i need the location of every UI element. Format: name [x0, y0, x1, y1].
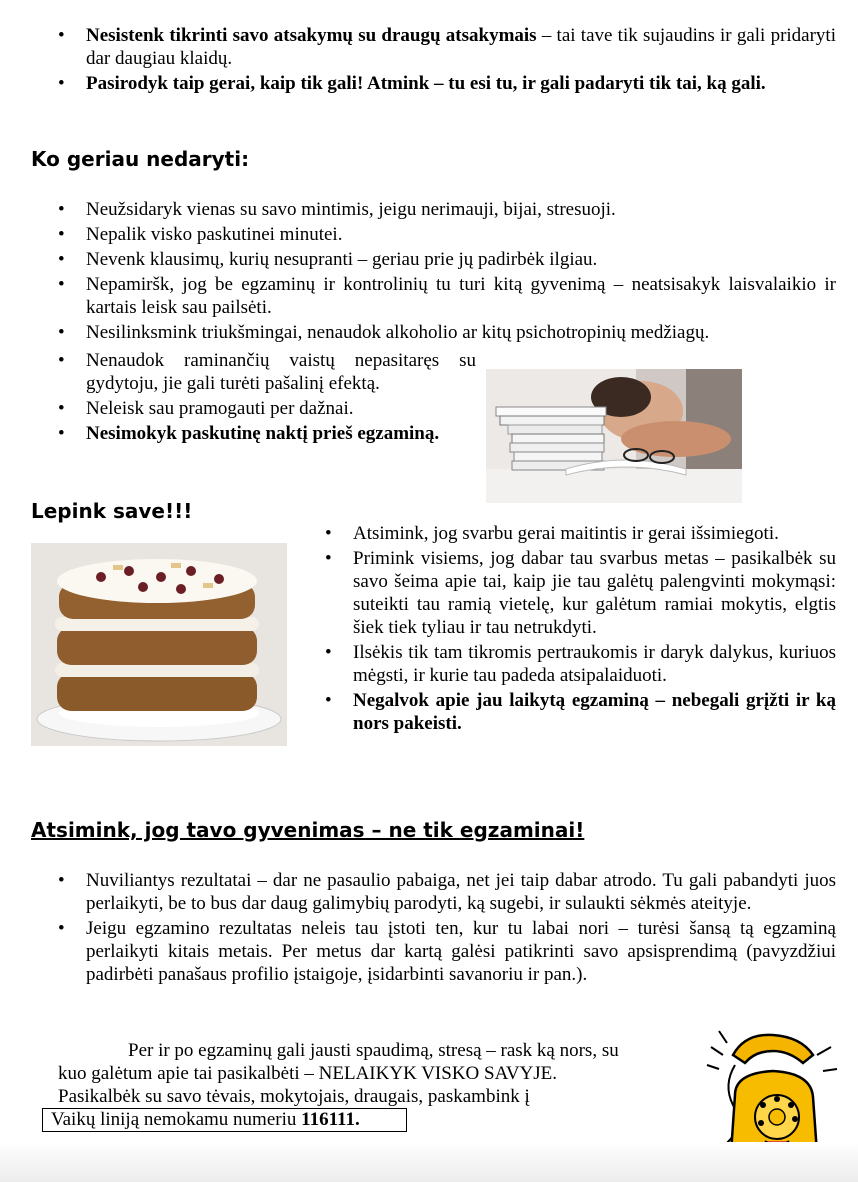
sleeping-student-illustration — [486, 369, 742, 503]
dont-item: • Nepamiršk, jog be egzaminų ir kontrolinių tu turi kitą gyvenimą – neatsisakyk laisvalaikio ir kartais leisk sau pailsėti. — [58, 273, 836, 319]
sleeping-student-photo — [486, 369, 742, 503]
life-list — [58, 869, 836, 986]
intro-item: • Pasirodyk taip gerai, kaip tik gali! Atmink – tu esi tu, ir gali padaryti tik tai, ką gali. — [58, 72, 836, 95]
dont-item: • Nesimokyk paskutinę naktį prieš egzaminą. — [58, 422, 476, 445]
layer-cake-photo — [31, 543, 287, 746]
heading-life: Atsimink, jog tavo gyvenimas – ne tik egzaminai! — [31, 818, 585, 842]
dont-item: • Neleisk sau pramogauti per dažnai. — [58, 397, 476, 420]
closing-line-2: kuo galėtum apie tai pasikalbėti – NELAIKYK VISKO SAVYJE. — [58, 1063, 558, 1084]
life-item: • Nuviliantys rezultatai – dar ne pasaulio pabaiga, net jei taip dabar atrodo. Tu gali pabandyti juos perlaikyti, be to bus dar daug galimybių parodyti, ką sugebi, ir sulaukti sėkmės ateityje. — [58, 869, 836, 915]
dont-list-narrow — [58, 349, 476, 445]
heading-dont: Ko geriau nedaryti: — [31, 147, 250, 171]
dont-item: • Nenaudok raminančių vaistų nepasitaręs su gydytoju, jie gali turėti pašalinį efektą. — [58, 349, 476, 395]
cake-illustration — [31, 543, 287, 746]
dont-item: • Nesilinksmink triukšmingai, nenaudok alkoholio ar kitų psichotropinių medžiagų. — [58, 321, 836, 344]
pamper-list — [325, 522, 836, 737]
heading-pamper: Lepink save!!! — [31, 499, 193, 523]
closing-line-1: Per ir po egzaminų gali jausti spaudimą, stresą – rask ką nors, su — [128, 1040, 619, 1061]
pamper-item: • Ilsėkis tik tam tikromis pertraukomis ir daryk dalykus, kuriuos mėgsti, ir kurie tau padeda atsipalaiduoti. — [325, 641, 836, 687]
closing-line-3: Pasikalbėk su savo tėvais, mokytojais, draugais, paskambink į — [58, 1086, 530, 1107]
intro-item: • Nesistenk tikrinti savo atsakymų su draugų atsakymais – tai tave tik sujaudins ir gali pridaryti dar daugiau klaidų. — [58, 24, 836, 70]
dont-item: • Nepalik visko paskutinei minutei. — [58, 223, 836, 246]
dont-item: • Neužsidaryk vienas su savo mintimis, jeigu nerimauji, bijai, stresuoji. — [58, 198, 836, 221]
life-item: • Jeigu egzamino rezultatas neleis tau įstoti ten, kur tu labai nori – turėsi šansą tą egzaminą perlaikyti kitais metais. Per metus dar kartą galėsi patikrinti savo apsisprendimą (pavyzdžiui padirbėti panašaus profilio įstaigoje, įsidarbinti savanoriu ir pan.). — [58, 917, 836, 986]
dont-list — [58, 198, 836, 346]
pamper-item: • Atsimink, jog svarbu gerai maitintis ir gerai išsimiegoti. — [325, 522, 836, 545]
intro-list — [58, 24, 836, 97]
dont-item: • Nevenk klausimų, kurių nesupranti – geriau prie jų padirbėk ilgiau. — [58, 248, 836, 271]
pamper-item: • Negalvok apie jau laikytą egzaminą – nebegali grįžti ir ką nors pakeisti. — [325, 689, 836, 735]
page-bottom-shadow — [0, 1142, 858, 1182]
pamper-item: • Primink visiems, jog dabar tau svarbus metas – pasikalbėk su savo šeima apie tai, kaip jie tau galėtų palengvinti mokymąsi: suteikti tau ramią vietelę, kur galėtum ramiai mokytis, elgtis šiek tiek tyliau ir tau netrukdyti. — [325, 547, 836, 639]
helpline-box: Vaikų liniją nemokamu numeriu 116111. — [42, 1108, 407, 1132]
